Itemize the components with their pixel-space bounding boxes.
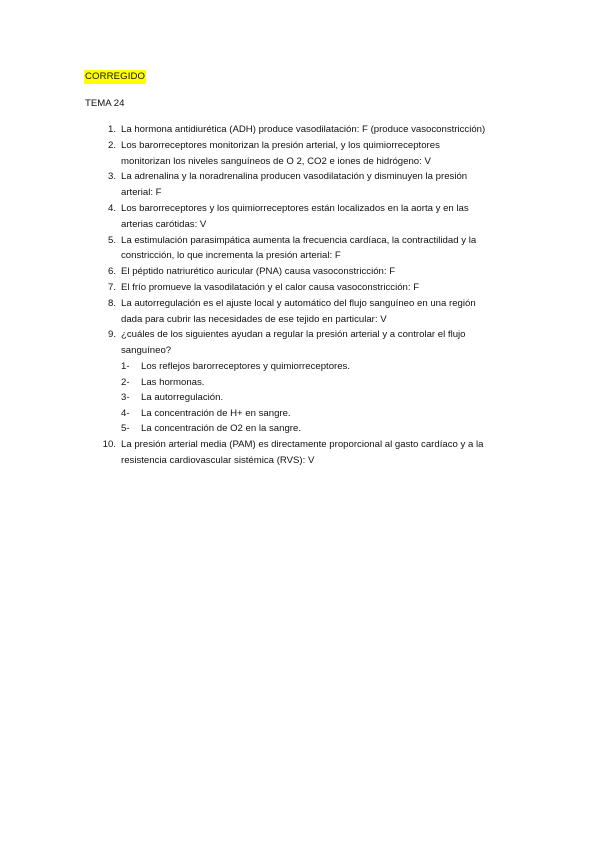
question-text-line: Los barorreceptores y los quimiorreceptores están localizados en la aorta y en las (121, 202, 469, 214)
question-item (0, 280, 600, 296)
answer-number: 2- (121, 376, 130, 388)
question-text-line: dada para cubrir las necesidades de ese tejido en particular: V (121, 313, 387, 325)
question-item (0, 264, 600, 280)
question-text-line: El péptido natriurético auricular (PNA) causa vasoconstricción: F (121, 266, 396, 278)
question-text-line: arterias carótidas: V (121, 218, 207, 230)
question-text-line: La hormona antidiurética (ADH) produce vasodilatación: F (produce vasoconstricción) (121, 124, 486, 135)
tema-heading: TEMA 24 (85, 98, 125, 109)
question-text-line: ¿cuáles de los siguientes ayudan a regular la presión arterial y a controlar el flujo (121, 329, 466, 341)
answer-number: 4- (121, 407, 130, 419)
question-item (0, 327, 600, 437)
question-number: 3. (107, 171, 116, 183)
question-number: 8. (107, 297, 116, 309)
question-text-line: constricción, lo que incrementa la presión arterial: F (121, 250, 341, 262)
question-item (0, 201, 600, 233)
answer-item (121, 390, 600, 406)
question-text-line: La autorregulación es el ajuste local y automático del flujo sanguíneo en una región (121, 297, 476, 309)
question-text-line: resistencia cardiovascular sistémica (RVS): V (121, 454, 315, 466)
answer-text: Las hormonas. (141, 376, 205, 388)
answer-item (121, 375, 600, 391)
question-text-line: La adrenalina y la noradrenalina producen vasodilatación y disminuyen la presión (121, 171, 468, 183)
question-number: 4. (107, 202, 116, 214)
answer-number: 3- (121, 392, 130, 404)
question-text-line: Los barorreceptores monitorizan la presión arterial, y los quimiorreceptores (121, 139, 440, 151)
question-text-line: La estimulación parasimpática aumenta la frecuencia cardíaca, la contractilidad y la (121, 234, 477, 246)
answer-item (121, 421, 600, 437)
question-number: 5. (107, 234, 116, 246)
question-text-line: sanguíneo? (121, 345, 172, 357)
answer-number: 1- (121, 360, 130, 372)
question-text-line: La presión arterial media (PAM) es directamente proporcional al gasto cardíaco y a la (121, 438, 484, 450)
answer-text: Los reflejos barorreceptores y quimiorreceptores. (141, 360, 351, 372)
answer-text: La concentración de O2 en la sangre. (141, 423, 302, 435)
question-number: 7. (107, 281, 116, 293)
question-number: 1. (107, 124, 116, 135)
question-text-line: arterial: F (121, 187, 162, 199)
answer-item (121, 359, 600, 375)
question-number: 10. (102, 438, 116, 450)
question-item (0, 233, 600, 265)
question-text-line: monitorizan los niveles sanguíneos de O 2, CO2 e iones de hidrógeno: V (121, 155, 431, 167)
question-item (0, 138, 600, 170)
question-number: 2. (107, 139, 116, 151)
question-item (0, 169, 600, 201)
answer-number: 5- (121, 423, 130, 435)
question-item (0, 122, 600, 138)
answer-sublist (121, 359, 600, 437)
question-item (0, 437, 600, 469)
question-number: 9. (107, 329, 116, 341)
answer-text: La autorregulación. (141, 392, 224, 404)
answer-item (121, 406, 600, 422)
question-item (0, 296, 600, 328)
question-number: 6. (107, 266, 116, 278)
question-text-line: El frío promueve la vasodilatación y el calor causa vasoconstricción: F (121, 281, 420, 293)
question-list (0, 122, 600, 469)
corregido-highlight: CORREGIDO (85, 71, 146, 82)
answer-text: La concentración de H+ en sangre. (141, 407, 291, 419)
